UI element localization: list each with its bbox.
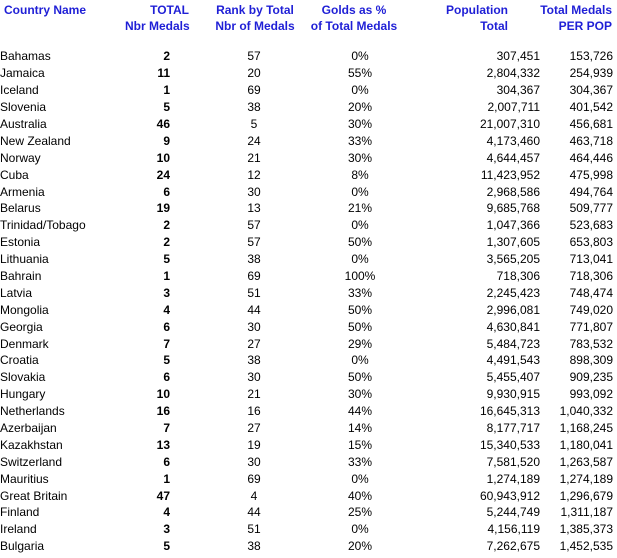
table-row bbox=[0, 301, 613, 318]
medals-per-pop-cell: 653,803 bbox=[569, 235, 613, 250]
rank-cell: 69 bbox=[247, 269, 261, 284]
table-row bbox=[0, 251, 613, 268]
total-medals-cell: 46 bbox=[156, 117, 170, 131]
spacer-cell bbox=[170, 521, 228, 538]
population-cell: 5,455,407 bbox=[486, 370, 540, 385]
rank-cell: 21 bbox=[247, 150, 261, 165]
total-medals-cell: 9 bbox=[163, 133, 170, 148]
golds-percent-cell: 44% bbox=[347, 404, 373, 419]
medals-per-pop-cell: 783,532 bbox=[569, 336, 613, 351]
golds-percent-cell: 50% bbox=[347, 235, 373, 250]
spacer-cell bbox=[170, 352, 228, 369]
population-cell: 2,245,423 bbox=[486, 285, 540, 300]
golds-percent-cell: 30% bbox=[347, 387, 373, 402]
table-row bbox=[0, 470, 613, 487]
country-name-cell: Bahamas bbox=[0, 49, 51, 64]
header-total-medals: TOTAL Nbr Medals bbox=[125, 3, 190, 33]
table-row bbox=[0, 99, 613, 116]
population-cell: 8,177,717 bbox=[486, 421, 540, 436]
table-row bbox=[0, 487, 613, 504]
spacer-cell bbox=[280, 470, 330, 487]
medals-per-pop-cell: 464,446 bbox=[569, 150, 613, 165]
golds-percent-cell: 20% bbox=[347, 539, 373, 554]
table-row bbox=[0, 369, 613, 386]
spacer-cell bbox=[170, 166, 228, 183]
total-medals-cell: 11 bbox=[157, 66, 170, 81]
spacer-cell bbox=[170, 99, 228, 116]
total-medals-cell: 5 bbox=[163, 252, 170, 267]
medals-per-pop-cell: 1,168,245 bbox=[559, 421, 613, 436]
header-country-name: Country Name bbox=[4, 3, 87, 17]
total-medals-cell: 6 bbox=[163, 184, 170, 199]
spacer-cell bbox=[170, 538, 228, 555]
golds-percent-cell: 0% bbox=[351, 522, 369, 537]
spacer-cell bbox=[280, 82, 330, 99]
spacer-cell bbox=[280, 504, 330, 521]
spacer-cell bbox=[170, 318, 228, 335]
golds-percent-cell: 30% bbox=[347, 117, 373, 131]
spacer-cell bbox=[170, 301, 228, 318]
golds-percent-cell: 100% bbox=[344, 269, 376, 284]
spacer-cell bbox=[280, 487, 330, 504]
population-cell: 60,943,912 bbox=[479, 488, 540, 503]
medals-per-pop-cell: 713,041 bbox=[569, 252, 613, 267]
spacer-cell bbox=[170, 335, 228, 352]
country-name-cell: Slovakia bbox=[0, 370, 46, 385]
population-cell: 11,423,952 bbox=[480, 167, 540, 182]
spacer-cell bbox=[170, 65, 228, 82]
spacer-cell bbox=[280, 420, 330, 437]
population-cell: 304,367 bbox=[496, 83, 540, 98]
country-name-cell: Australia bbox=[0, 117, 47, 131]
population-cell: 1,274,189 bbox=[486, 471, 540, 486]
population-cell: 2,007,711 bbox=[487, 100, 540, 115]
population-cell: 9,930,915 bbox=[486, 387, 540, 402]
rank-cell: 51 bbox=[247, 285, 261, 300]
country-name-cell: Finland bbox=[0, 505, 40, 520]
medals-per-pop-cell: 523,683 bbox=[569, 218, 613, 233]
table-row bbox=[0, 352, 613, 369]
rank-cell: 30 bbox=[247, 319, 261, 334]
rank-cell: 38 bbox=[247, 100, 261, 115]
total-medals-cell: 24 bbox=[156, 167, 170, 182]
golds-percent-cell: 50% bbox=[347, 302, 373, 317]
rank-cell: 51 bbox=[247, 522, 261, 537]
golds-percent-cell: 0% bbox=[351, 252, 369, 267]
rank-cell: 38 bbox=[247, 539, 261, 554]
population-cell: 718,306 bbox=[496, 269, 540, 284]
country-name-cell: Trinidad/Tobago bbox=[0, 218, 86, 233]
medals-table bbox=[0, 48, 613, 555]
spacer-cell bbox=[280, 251, 330, 268]
country-name-cell: Azerbaijan bbox=[0, 421, 57, 436]
spacer-cell bbox=[280, 521, 330, 538]
population-cell: 4,173,460 bbox=[486, 133, 540, 148]
total-medals-cell: 7 bbox=[163, 336, 170, 351]
rank-cell: 4 bbox=[250, 488, 258, 503]
total-medals-cell: 10 bbox=[156, 150, 170, 165]
country-name-cell: Jamaica bbox=[0, 66, 45, 81]
rank-cell: 30 bbox=[247, 184, 261, 199]
golds-percent-cell: 8% bbox=[351, 167, 369, 182]
table-row bbox=[0, 217, 613, 234]
table-row bbox=[0, 521, 613, 538]
country-name-cell: Kazakhstan bbox=[0, 437, 63, 452]
population-cell: 4,156,119 bbox=[487, 522, 540, 537]
medals-per-pop-cell: 463,718 bbox=[569, 133, 613, 148]
total-medals-cell: 2 bbox=[163, 235, 170, 250]
medals-per-pop-cell: 509,777 bbox=[569, 201, 613, 216]
medals-per-pop-cell: 748,474 bbox=[569, 285, 613, 300]
spacer-cell bbox=[170, 183, 228, 200]
spacer-cell bbox=[170, 487, 228, 504]
total-medals-cell: 1 bbox=[163, 269, 170, 284]
total-medals-cell: 5 bbox=[163, 539, 170, 554]
spacer-cell bbox=[170, 420, 228, 437]
spacer-cell bbox=[280, 99, 330, 116]
spacer-cell bbox=[280, 116, 330, 133]
table-row bbox=[0, 538, 613, 555]
spacer-cell bbox=[170, 369, 228, 386]
spacer-cell bbox=[280, 65, 330, 82]
population-cell: 4,491,543 bbox=[486, 353, 540, 368]
spacer-cell bbox=[170, 234, 228, 251]
table-row bbox=[0, 504, 613, 521]
spacer-cell bbox=[280, 48, 330, 65]
spacer-cell bbox=[280, 149, 330, 166]
spacer-cell bbox=[280, 352, 330, 369]
spacer-cell bbox=[280, 132, 330, 149]
total-medals-cell: 47 bbox=[156, 488, 170, 503]
table-row bbox=[0, 200, 613, 217]
table-row bbox=[0, 132, 613, 149]
table-row bbox=[0, 183, 613, 200]
country-name-cell: Hungary bbox=[0, 387, 46, 402]
spacer-cell bbox=[170, 470, 228, 487]
medals-per-pop-cell: 1,274,189 bbox=[559, 471, 613, 486]
medals-table-body bbox=[0, 48, 613, 555]
medals-per-pop-cell: 1,263,587 bbox=[559, 454, 613, 469]
table-row bbox=[0, 386, 613, 403]
country-name-cell: Ireland bbox=[0, 522, 37, 537]
total-medals-cell: 7 bbox=[163, 421, 170, 436]
total-medals-cell: 10 bbox=[156, 387, 170, 402]
spacer-cell bbox=[280, 318, 330, 335]
table-row bbox=[0, 149, 613, 166]
rank-cell: 38 bbox=[247, 252, 261, 267]
golds-percent-cell: 14% bbox=[347, 421, 373, 436]
population-cell: 1,047,366 bbox=[486, 218, 540, 233]
country-name-cell: Estonia bbox=[0, 235, 41, 250]
spacer-cell bbox=[170, 200, 228, 217]
country-name-cell: Switzerland bbox=[0, 454, 63, 469]
population-cell: 9,685,768 bbox=[486, 201, 540, 216]
total-medals-cell: 5 bbox=[163, 353, 170, 368]
rank-cell: 13 bbox=[247, 201, 261, 216]
spacer-cell bbox=[170, 48, 228, 65]
population-cell: 21,007,310 bbox=[479, 117, 540, 131]
rank-cell: 12 bbox=[247, 167, 261, 182]
country-name-cell: Armenia bbox=[0, 184, 45, 199]
rank-cell: 57 bbox=[247, 218, 261, 233]
table-row bbox=[0, 436, 613, 453]
spacer-cell bbox=[280, 369, 330, 386]
golds-percent-cell: 21% bbox=[347, 201, 373, 216]
spacer-cell bbox=[170, 132, 228, 149]
rank-cell: 44 bbox=[247, 302, 261, 317]
total-medals-cell: 19 bbox=[156, 201, 170, 216]
spacer-cell bbox=[280, 200, 330, 217]
rank-cell: 5 bbox=[250, 117, 258, 131]
total-medals-cell: 5 bbox=[163, 100, 170, 115]
rank-cell: 69 bbox=[247, 471, 261, 486]
country-name-cell: Croatia bbox=[0, 353, 39, 368]
spacer-cell bbox=[170, 268, 228, 285]
total-medals-cell: 3 bbox=[163, 522, 170, 537]
medals-per-pop-cell: 153,726 bbox=[569, 49, 613, 64]
table-row bbox=[0, 318, 613, 335]
medals-per-pop-cell: 1,311,187 bbox=[560, 505, 613, 520]
country-name-cell: Bahrain bbox=[0, 269, 42, 284]
country-name-cell: Cuba bbox=[0, 167, 29, 182]
country-name-cell: Netherlands bbox=[0, 404, 65, 419]
population-cell: 15,340,533 bbox=[479, 437, 540, 452]
spacer-cell bbox=[280, 538, 330, 555]
spacer-cell bbox=[170, 116, 228, 133]
total-medals-cell: 4 bbox=[163, 302, 170, 317]
population-cell: 4,630,841 bbox=[486, 319, 540, 334]
total-medals-cell: 3 bbox=[163, 285, 170, 300]
spacer-cell bbox=[280, 453, 330, 470]
total-medals-cell: 2 bbox=[163, 218, 170, 233]
spacer-cell bbox=[280, 335, 330, 352]
medals-per-pop-cell: 749,020 bbox=[569, 302, 613, 317]
population-cell: 4,644,457 bbox=[486, 150, 540, 165]
medals-per-pop-cell: 1,180,041 bbox=[559, 437, 613, 452]
golds-percent-cell: 0% bbox=[351, 49, 369, 64]
spacer-cell bbox=[170, 386, 228, 403]
spacer-cell bbox=[280, 268, 330, 285]
spacer-cell bbox=[280, 234, 330, 251]
total-medals-cell: 4 bbox=[163, 505, 170, 520]
table-row bbox=[0, 116, 613, 133]
table-row bbox=[0, 335, 613, 352]
population-cell: 2,968,586 bbox=[486, 184, 540, 199]
golds-percent-cell: 15% bbox=[347, 437, 373, 452]
golds-percent-cell: 55% bbox=[347, 66, 373, 81]
golds-percent-cell: 0% bbox=[351, 83, 369, 98]
rank-cell: 57 bbox=[247, 49, 261, 64]
table-row bbox=[0, 284, 613, 301]
rank-cell: 44 bbox=[247, 505, 261, 520]
header-golds-percent: Golds as % of Total Medals bbox=[310, 3, 398, 33]
spacer-cell bbox=[280, 284, 330, 301]
golds-percent-cell: 40% bbox=[347, 488, 373, 503]
country-name-cell: Slovenia bbox=[0, 100, 47, 115]
country-name-cell: Mauritius bbox=[0, 471, 49, 486]
golds-percent-cell: 0% bbox=[351, 184, 369, 199]
table-row bbox=[0, 166, 613, 183]
medals-per-pop-cell: 456,681 bbox=[569, 117, 613, 131]
spacer-cell bbox=[280, 217, 330, 234]
rank-cell: 21 bbox=[247, 387, 261, 402]
golds-percent-cell: 50% bbox=[347, 319, 373, 334]
spacer-cell bbox=[280, 386, 330, 403]
table-row bbox=[0, 403, 613, 420]
spacer-cell bbox=[170, 284, 228, 301]
rank-cell: 20 bbox=[247, 66, 261, 81]
golds-percent-cell: 25% bbox=[347, 505, 373, 520]
rank-cell: 30 bbox=[247, 370, 261, 385]
rank-cell: 27 bbox=[247, 336, 261, 351]
total-medals-cell: 1 bbox=[163, 83, 170, 98]
total-medals-cell: 6 bbox=[163, 370, 170, 385]
spacer-cell bbox=[170, 217, 228, 234]
table-row bbox=[0, 48, 613, 65]
table-row bbox=[0, 420, 613, 437]
golds-percent-cell: 33% bbox=[347, 454, 373, 469]
population-cell: 7,581,520 bbox=[486, 454, 540, 469]
spacer-cell bbox=[280, 166, 330, 183]
medals-per-pop-cell: 254,939 bbox=[569, 66, 613, 81]
country-name-cell: Lithuania bbox=[0, 252, 49, 267]
golds-percent-cell: 0% bbox=[351, 218, 369, 233]
spacer-cell bbox=[170, 251, 228, 268]
spacer-cell bbox=[170, 504, 228, 521]
medals-per-pop-cell: 304,367 bbox=[569, 83, 613, 98]
population-cell: 7,262,675 bbox=[486, 539, 540, 554]
spacer-cell bbox=[170, 436, 228, 453]
golds-percent-cell: 29% bbox=[347, 336, 373, 351]
rank-cell: 57 bbox=[247, 235, 261, 250]
table-row bbox=[0, 234, 613, 251]
country-name-cell: Bulgaria bbox=[0, 539, 45, 554]
golds-percent-cell: 0% bbox=[351, 471, 369, 486]
medals-per-pop-cell: 494,764 bbox=[569, 184, 613, 199]
spacer-cell bbox=[170, 403, 228, 420]
table-row bbox=[0, 268, 613, 285]
country-name-cell: Iceland bbox=[0, 83, 39, 98]
population-cell: 3,565,205 bbox=[486, 252, 540, 267]
population-cell: 16,645,313 bbox=[479, 404, 540, 419]
spacer-cell bbox=[170, 453, 228, 470]
country-name-cell: Great Britain bbox=[0, 488, 68, 503]
rank-cell: 16 bbox=[247, 404, 261, 419]
rank-cell: 24 bbox=[247, 133, 261, 148]
total-medals-cell: 1 bbox=[163, 471, 170, 486]
rank-cell: 69 bbox=[247, 83, 261, 98]
country-name-cell: Belarus bbox=[0, 201, 41, 216]
spacer-cell bbox=[170, 149, 228, 166]
medals-per-pop-cell: 993,092 bbox=[569, 387, 613, 402]
header-medals-per-pop: Total Medals PER POP bbox=[540, 3, 612, 33]
spacer-cell bbox=[280, 301, 330, 318]
medals-per-pop-cell: 401,542 bbox=[569, 100, 613, 115]
spacer-cell bbox=[280, 183, 330, 200]
country-name-cell: Denmark bbox=[0, 336, 49, 351]
golds-percent-cell: 30% bbox=[347, 150, 373, 165]
population-cell: 2,804,332 bbox=[486, 66, 540, 81]
medals-per-pop-cell: 1,385,373 bbox=[559, 522, 613, 537]
golds-percent-cell: 0% bbox=[351, 353, 369, 368]
total-medals-cell: 13 bbox=[156, 437, 170, 452]
population-cell: 2,996,081 bbox=[486, 302, 540, 317]
medals-per-pop-cell: 909,235 bbox=[569, 370, 613, 385]
medals-per-pop-cell: 718,306 bbox=[569, 269, 613, 284]
country-name-cell: Georgia bbox=[0, 319, 43, 334]
golds-percent-cell: 50% bbox=[347, 370, 373, 385]
spacer-cell bbox=[170, 82, 228, 99]
total-medals-cell: 16 bbox=[156, 404, 170, 419]
medals-per-pop-cell: 771,807 bbox=[569, 319, 613, 334]
table-row bbox=[0, 65, 613, 82]
total-medals-cell: 6 bbox=[163, 454, 170, 469]
population-cell: 5,484,723 bbox=[486, 336, 540, 351]
rank-cell: 30 bbox=[247, 454, 261, 469]
total-medals-cell: 6 bbox=[163, 319, 170, 334]
header-rank-by-total: Rank by Total Nbr of Medals bbox=[215, 3, 295, 33]
medals-per-pop-cell: 1,452,535 bbox=[559, 539, 613, 554]
country-name-cell: New Zealand bbox=[0, 133, 71, 148]
medals-per-pop-cell: 1,296,679 bbox=[559, 488, 613, 503]
country-name-cell: Latvia bbox=[0, 285, 33, 300]
country-name-cell: Mongolia bbox=[0, 302, 49, 317]
header-population-total: Population Total bbox=[446, 3, 508, 33]
rank-cell: 38 bbox=[247, 353, 261, 368]
rank-cell: 27 bbox=[247, 421, 261, 436]
country-name-cell: Norway bbox=[0, 150, 41, 165]
population-cell: 5,244,749 bbox=[486, 505, 540, 520]
golds-percent-cell: 20% bbox=[347, 100, 373, 115]
rank-cell: 19 bbox=[247, 437, 261, 452]
medals-per-pop-cell: 898,309 bbox=[569, 353, 613, 368]
table-row bbox=[0, 82, 613, 99]
spacer-cell bbox=[280, 403, 330, 420]
population-cell: 307,451 bbox=[496, 49, 540, 64]
medals-per-pop-cell: 475,998 bbox=[569, 167, 613, 182]
golds-percent-cell: 33% bbox=[347, 133, 373, 148]
population-cell: 1,307,605 bbox=[486, 235, 540, 250]
total-medals-cell: 2 bbox=[163, 49, 170, 64]
spacer-cell bbox=[280, 436, 330, 453]
medals-per-pop-cell: 1,040,332 bbox=[559, 404, 613, 419]
golds-percent-cell: 33% bbox=[347, 285, 373, 300]
table-row bbox=[0, 453, 613, 470]
